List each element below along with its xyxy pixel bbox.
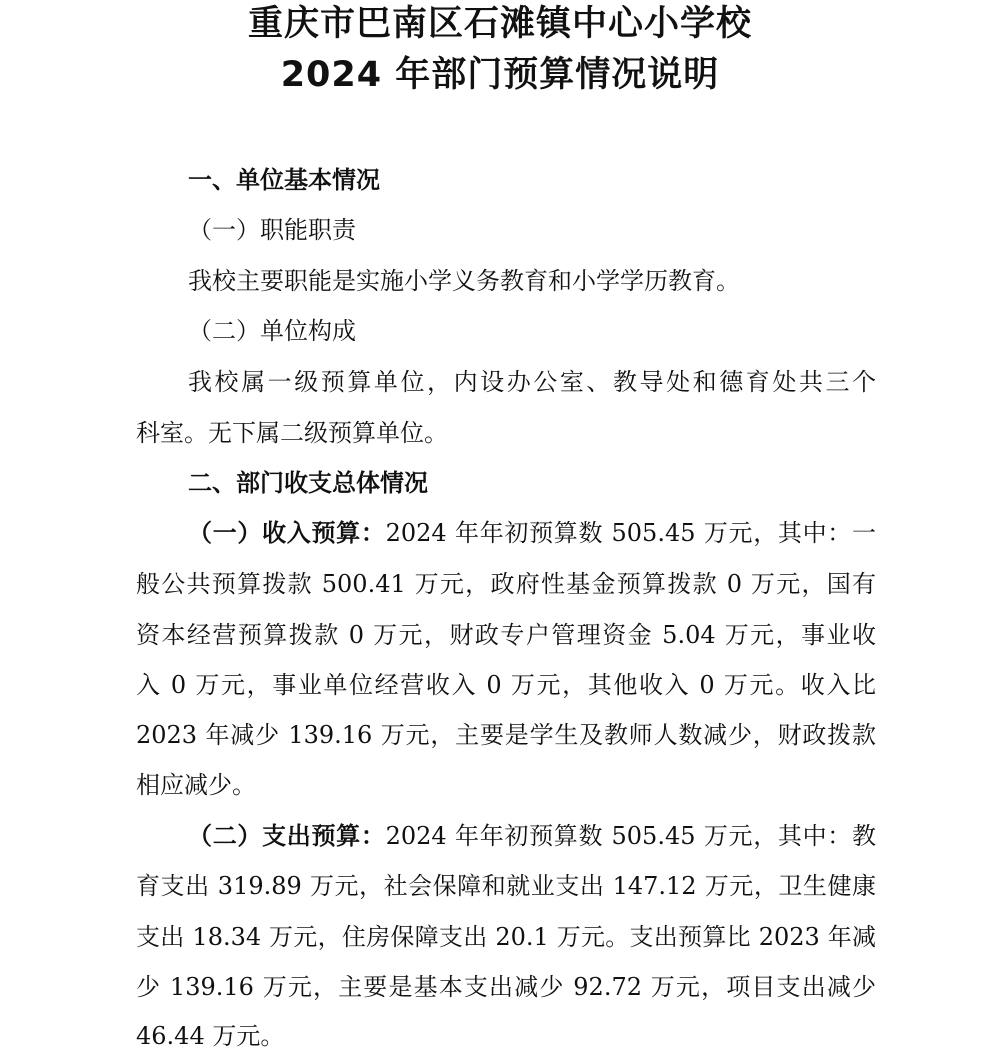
expense-budget-lead: （二）支出预算：	[188, 822, 386, 850]
section-1-sub1-heading: （一）职能职责	[188, 216, 356, 244]
section-1-heading: 一、单位基本情况	[188, 166, 380, 194]
document-title-line2: 2024 年部门预算情况说明	[280, 55, 720, 95]
income-budget-line3: 资本经营预算拨款 0 万元，财政专户管理资金 5.04 万元，事业收	[136, 621, 876, 649]
expense-budget-line3: 支出 18.34 万元，住房保障支出 20.1 万元。支出预算比 2023 年减	[136, 923, 876, 951]
expense-budget-line1	[136, 821, 876, 851]
expense-budget-line5: 46.44 万元。	[136, 1022, 285, 1050]
income-budget-line2: 般公共预算拨款 500.41 万元，政府性基金预算拨款 0 万元，国有	[136, 570, 876, 598]
document-title-line1: 重庆市巴南区石滩镇中心小学校	[247, 4, 752, 44]
section-1-sub2-line1: 我校属一级预算单位，内设办公室、教导处和德育处共三个	[188, 368, 876, 396]
section-1-sub1-text: 我校主要职能是实施小学义务教育和小学学历教育。	[188, 267, 740, 295]
expense-budget-line1-text: 2024 年年初预算数 505.45 万元，其中：教	[385, 822, 876, 850]
income-budget-lead: （一）收入预算：	[188, 519, 386, 547]
expense-budget-line2: 育支出 319.89 万元，社会保障和就业支出 147.12 万元，卫生健康	[136, 872, 876, 900]
expense-budget-line4: 少 139.16 万元，主要是基本支出减少 92.72 万元，项目支出减少	[136, 973, 876, 1001]
income-budget-line5: 2023 年减少 139.16 万元，主要是学生及教师人数减少，财政拨款	[136, 721, 876, 749]
section-1-sub2-heading: （二）单位构成	[188, 317, 356, 345]
section-1-sub2-line2: 科室。无下属二级预算单位。	[136, 419, 448, 447]
income-budget-line4: 入 0 万元，事业单位经营收入 0 万元，其他收入 0 万元。收入比	[136, 671, 876, 699]
section-2-heading: 二、部门收支总体情况	[188, 469, 428, 497]
income-budget-line1	[136, 518, 876, 548]
income-budget-line6: 相应减少。	[136, 771, 256, 799]
income-budget-line1-text: 2024 年年初预算数 505.45 万元，其中：一	[385, 519, 876, 547]
